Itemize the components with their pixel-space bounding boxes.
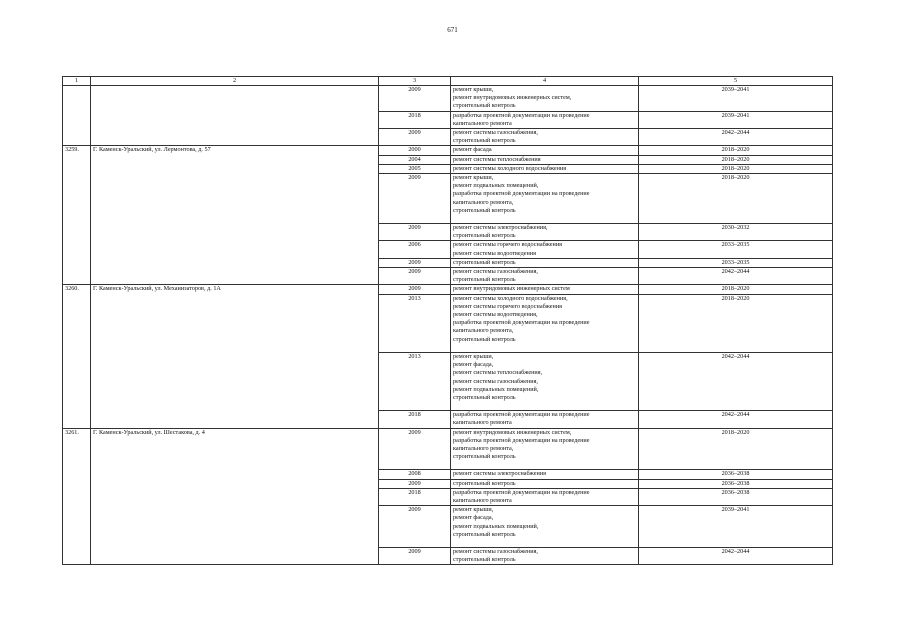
work-type-cell: строительный контроль	[451, 479, 639, 488]
address-cell	[91, 547, 379, 564]
address-cell	[91, 155, 379, 164]
work-type-cell: ремонт системы газоснабжения, строительный контроль	[451, 547, 639, 564]
row-number-cell	[63, 241, 91, 258]
address-cell	[91, 86, 379, 112]
year-cell: 2009	[379, 506, 451, 548]
column-header-5: 5	[639, 77, 833, 86]
table-row	[63, 479, 833, 488]
table-row	[63, 174, 833, 224]
work-type-cell: ремонт системы горячего водоснабжения ремонт системы водоотведения	[451, 241, 639, 258]
address-cell: Г. Каменск-Уральский, ул. Механизаторов, д. 1А	[91, 285, 379, 294]
table-row	[63, 547, 833, 564]
work-type-cell: ремонт крыши, ремонт внутридомовых инженерных систем, строительный контроль	[451, 86, 639, 112]
work-type-cell: разработка проектной документации на проведение капитального ремонта	[451, 111, 639, 128]
period-cell: 2018–2020	[639, 174, 833, 224]
column-header-2: 2	[91, 77, 379, 86]
work-type-cell: ремонт системы газоснабжения, строительный контроль	[451, 129, 639, 146]
address-cell	[91, 258, 379, 267]
period-cell: 2036–2038	[639, 470, 833, 479]
year-cell: 2009	[379, 428, 451, 470]
year-cell: 2009	[379, 479, 451, 488]
row-number-cell: 3261.	[63, 428, 91, 470]
year-cell: 2005	[379, 164, 451, 173]
work-type-cell: ремонт фасада	[451, 146, 639, 155]
row-number-cell	[63, 129, 91, 146]
work-type-cell: разработка проектной документации на проведение капитального ремонта	[451, 488, 639, 505]
row-number-cell	[63, 174, 91, 224]
row-number-cell	[63, 479, 91, 488]
period-cell: 2036–2038	[639, 488, 833, 505]
year-cell: 2009	[379, 285, 451, 294]
period-cell: 2018–2020	[639, 285, 833, 294]
period-cell: 2039–2041	[639, 506, 833, 548]
table-row	[63, 470, 833, 479]
period-cell: 2036–2038	[639, 479, 833, 488]
period-cell: 2039–2041	[639, 111, 833, 128]
year-cell: 2018	[379, 111, 451, 128]
row-number-cell	[63, 547, 91, 564]
table-row	[63, 155, 833, 164]
table-row	[63, 224, 833, 241]
address-cell	[91, 470, 379, 479]
address-cell: Г. Каменск-Уральский, ул. Лермонтова, д. 57	[91, 146, 379, 155]
period-cell: 2042–2044	[639, 547, 833, 564]
work-type-cell: ремонт внутридомовых инженерных систем	[451, 285, 639, 294]
row-number-cell	[63, 224, 91, 241]
period-cell: 2018–2020	[639, 164, 833, 173]
year-cell: 2009	[379, 129, 451, 146]
year-cell: 2009	[379, 258, 451, 267]
period-cell: 2033–2035	[639, 241, 833, 258]
row-number-cell	[63, 488, 91, 505]
work-type-cell: ремонт системы газоснабжения, строительный контроль	[451, 268, 639, 285]
address-cell	[91, 268, 379, 285]
page-number: 671	[447, 26, 458, 34]
address-cell	[91, 411, 379, 428]
table-row	[63, 268, 833, 285]
period-cell: 2018–2020	[639, 146, 833, 155]
table-row	[63, 86, 833, 112]
column-header-1: 1	[63, 77, 91, 86]
table-row	[63, 258, 833, 267]
year-cell: 2009	[379, 86, 451, 112]
period-cell: 2033–2035	[639, 258, 833, 267]
table-row	[63, 111, 833, 128]
row-number-cell	[63, 268, 91, 285]
row-number-cell: 3259.	[63, 146, 91, 155]
period-cell: 2030–2032	[639, 224, 833, 241]
table-row	[63, 488, 833, 505]
table-row	[63, 294, 833, 352]
period-cell: 2018–2020	[639, 428, 833, 470]
year-cell: 2009	[379, 268, 451, 285]
address-cell	[91, 164, 379, 173]
year-cell: 2013	[379, 294, 451, 352]
work-type-cell: строительный контроль	[451, 258, 639, 267]
period-cell: 2039–2041	[639, 86, 833, 112]
row-number-cell	[63, 294, 91, 352]
period-cell: 2042–2044	[639, 129, 833, 146]
column-header-4: 4	[451, 77, 639, 86]
row-number-cell	[63, 155, 91, 164]
year-cell: 2018	[379, 488, 451, 505]
address-cell	[91, 129, 379, 146]
row-number-cell	[63, 506, 91, 548]
capital-repair-table	[62, 76, 833, 565]
work-type-cell: ремонт системы холодного водоснабжения, ремонт системы горячего водоснабжения ремонт системы водоотведения, разработка проектной документации на проведение капитального ремонта, строительный контроль	[451, 294, 639, 352]
table-row	[63, 411, 833, 428]
work-type-cell: ремонт крыши, ремонт фасада, ремонт подвальных помещений, строительный контроль	[451, 506, 639, 548]
row-number-cell	[63, 352, 91, 410]
year-cell: 2006	[379, 241, 451, 258]
period-cell: 2018–2020	[639, 294, 833, 352]
address-cell	[91, 479, 379, 488]
year-cell: 2013	[379, 352, 451, 410]
row-number-cell: 3260.	[63, 285, 91, 294]
period-cell: 2042–2044	[639, 411, 833, 428]
year-cell: 2000	[379, 146, 451, 155]
row-number-cell	[63, 411, 91, 428]
row-number-cell	[63, 86, 91, 112]
address-cell	[91, 294, 379, 352]
table-row	[63, 146, 833, 155]
work-type-cell: ремонт внутридомовых инженерных систем, разработка проектной документации на проведение капитального ремонта, строительный контроль	[451, 428, 639, 470]
row-number-cell	[63, 470, 91, 479]
table-row	[63, 164, 833, 173]
work-type-cell: ремонт крыши, ремонт подвальных помещений, разработка проектной документации на проведение капитального ремонта, строительный контроль	[451, 174, 639, 224]
table-body	[63, 86, 833, 565]
period-cell: 2042–2044	[639, 268, 833, 285]
work-type-cell: ремонт крыши, ремонт фасада, ремонт системы теплоснабжения, ремонт системы газоснабжения, ремонт подвальных помещений, строительный контроль	[451, 352, 639, 410]
address-cell	[91, 174, 379, 224]
address-cell	[91, 111, 379, 128]
table-header-row	[63, 77, 833, 86]
address-cell	[91, 506, 379, 548]
period-cell: 2018–2020	[639, 155, 833, 164]
address-cell	[91, 352, 379, 410]
year-cell: 2009	[379, 224, 451, 241]
work-type-cell: разработка проектной документации на проведение капитального ремонта	[451, 411, 639, 428]
work-type-cell: ремонт системы электроснабжения	[451, 470, 639, 479]
period-cell: 2042–2044	[639, 352, 833, 410]
year-cell: 2009	[379, 547, 451, 564]
work-type-cell: ремонт системы электроснабжения, строительный контроль	[451, 224, 639, 241]
table-row	[63, 428, 833, 470]
work-type-cell: ремонт системы холодного водоснабжения	[451, 164, 639, 173]
address-cell: Г. Каменск-Уральский, ул. Шестакова, д. 4	[91, 428, 379, 470]
year-cell: 2004	[379, 155, 451, 164]
year-cell: 2009	[379, 174, 451, 224]
table-row	[63, 285, 833, 294]
row-number-cell	[63, 111, 91, 128]
row-number-cell	[63, 258, 91, 267]
row-number-cell	[63, 164, 91, 173]
year-cell: 2018	[379, 411, 451, 428]
year-cell: 2008	[379, 470, 451, 479]
table-row	[63, 129, 833, 146]
address-cell	[91, 488, 379, 505]
table-row	[63, 241, 833, 258]
table-row	[63, 506, 833, 548]
table-row	[63, 352, 833, 410]
work-type-cell: ремонт системы теплоснабжения	[451, 155, 639, 164]
address-cell	[91, 241, 379, 258]
address-cell	[91, 224, 379, 241]
column-header-3: 3	[379, 77, 451, 86]
